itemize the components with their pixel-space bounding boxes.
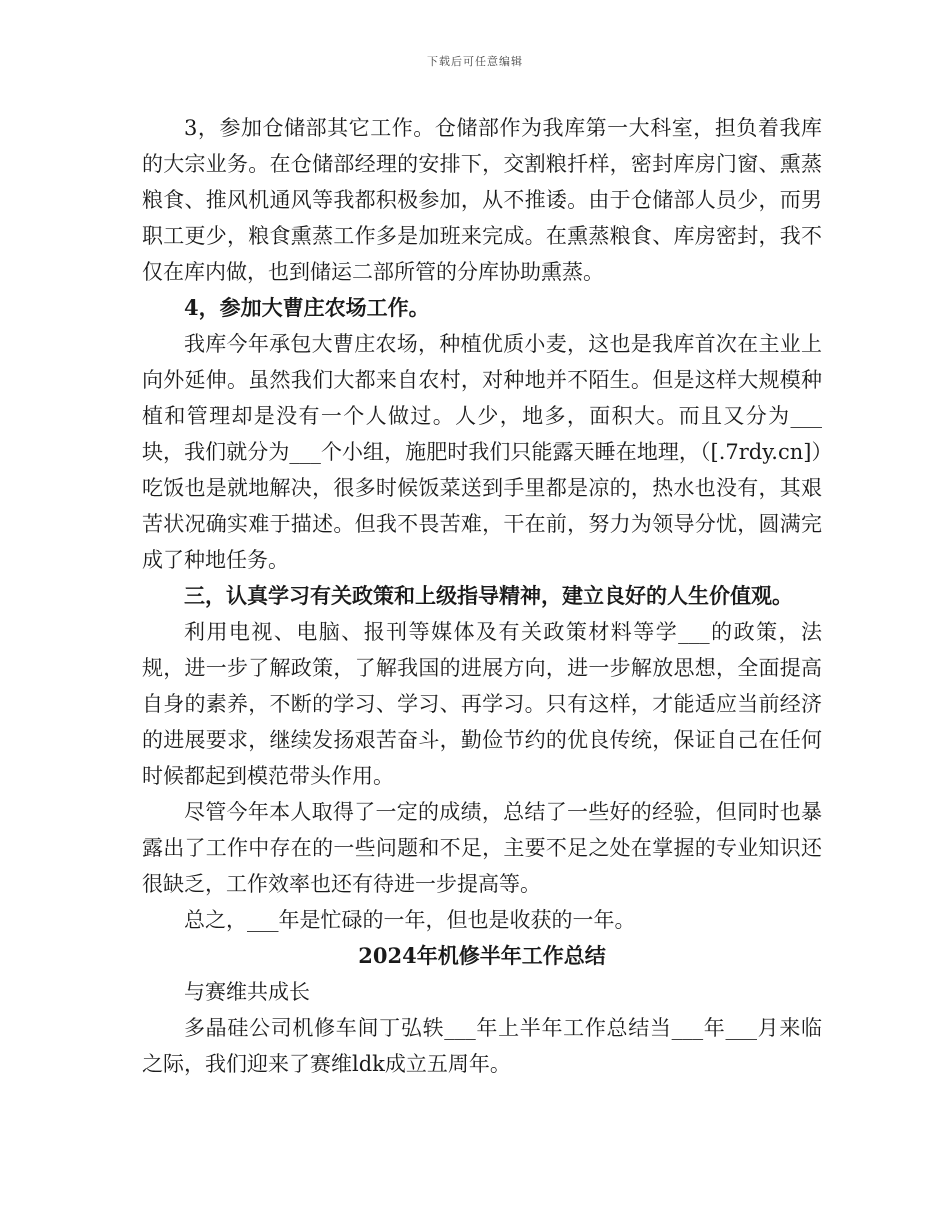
paragraph-warehouse-work: 3，参加仓储部其它工作。仓储部作为我库第一大科室，担负着我库的大宗业务。在仓储部经理的安排下，交割粮扦样，密封库房门窗、熏蒸粮食、推风机通风等我都积极参加，从不推诿。由于仓储部人员少，而男职工更少，粮食熏蒸工作多是加班来完成。在熏蒸粮食、库房密封，我不仅在库内做，也到储运二部所管的分库协助熏蒸。 bbox=[142, 116, 822, 284]
paragraph-shortcomings: 尽管今年本人取得了一定的成绩，总结了一些好的经验，但同时也暴露出了工作中存在的一些问题和不足，主要不足之处在掌握的专业知识还很缺乏，工作效率也还有待进一步提高等。 bbox=[142, 800, 822, 896]
page-header: 下载后可任意编辑 bbox=[427, 55, 523, 68]
paragraph-study-policy: 利用电视、电脑、报刊等媒体及有关政策材料等学___的政策，法规，进一步了解政策，了解我国的进展方向，进一步解放思想，全面提高自身的素养，不断的学习、学习、再学习。只有这样，才能适应当前经济的进展要求，继续发扬艰苦奋斗，勤俭节约的优良传统，保证自己在任何时候都起到模范带头作用。 bbox=[142, 620, 822, 788]
paragraph-summary: 总之，___年是忙碌的一年，但也是收获的一年。 bbox=[184, 908, 636, 932]
paragraph-farm-work: 我库今年承包大曹庄农场，种植优质小麦，这也是我库首次在主业上向外延伸。虽然我们大都来自农村，对种地并不陌生。但是这样大规模种植和管理却是没有一个人做过。人少，地多，面积大。而且又分为___块，我们就分为___个小组，施肥时我们只能露天睡在地理，（[.7rdy.cn]）吃饭也是就地解决，很多时候饭菜送到手里都是凉的，热水也没有，其艰苦状况确实难于描述。但我不畏苦难，干在前，努力为领导分忧，圆满完成了种地任务。 bbox=[142, 332, 822, 572]
heading-farm-work: 4，参加大曹庄农场工作。 bbox=[184, 295, 430, 320]
paragraph-intro: 多晶硅公司机修车间丁弘轶___年上半年工作总结当___年___月来临之际，我们迎来了赛维ldk成立五周年。 bbox=[142, 1016, 822, 1076]
document-body bbox=[142, 110, 822, 1082]
paragraph-subtitle: 与赛维共成长 bbox=[184, 980, 310, 1004]
section-title: 2024年机修半年工作总结 bbox=[358, 943, 606, 968]
heading-study-policy: 三，认真学习有关政策和上级指导精神，建立良好的人生价值观。 bbox=[184, 583, 793, 608]
